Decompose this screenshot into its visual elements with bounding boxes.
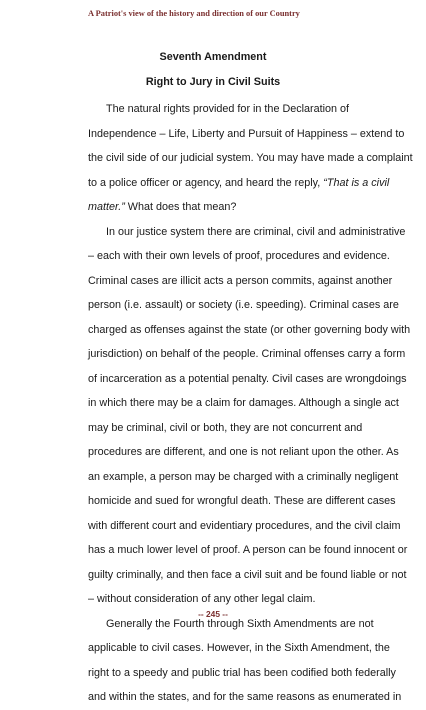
body-line-text: may be criminal, civil or both, they are not concurrent and — [88, 421, 363, 434]
body-line-text: The natural rights provided for in the Declaration of — [106, 103, 350, 115]
section-subtitle: Right to Jury in Civil Suits — [145, 76, 281, 88]
body-line — [88, 342, 406, 367]
body-line-text: the civil side of our judicial system. You may have made a complaint — [88, 152, 413, 164]
body-line — [88, 122, 405, 147]
body-line-text: Criminal cases are illicit acts a person commits, against another — [88, 274, 393, 287]
body-line-text: an example, a person may be charged with a criminally negligent — [88, 470, 399, 483]
body-line — [88, 416, 388, 441]
body-line-text: In our justice system there are criminal, civil and administrative — [106, 225, 406, 238]
body-line — [88, 514, 401, 539]
body-line — [88, 195, 388, 220]
body-line — [88, 685, 402, 710]
body-line — [88, 538, 408, 563]
body-line — [88, 318, 411, 343]
body-line-text: has a much lower level of proof. A person can be found innocent or — [88, 544, 408, 556]
body-line-text: Independence – Life, Liberty and Pursuit of Happiness – extend to — [88, 127, 405, 140]
body-line-text: right to a speedy and public trial has been codified both federally — [88, 666, 396, 679]
body-line — [88, 293, 399, 318]
body-line-text: charged as offenses against the state (or other governing body with — [88, 323, 411, 336]
body-line-text: applicable to civil cases. However, in the Sixth Amendment, the — [88, 642, 390, 654]
body-line — [88, 489, 396, 514]
body-line-text: to a police officer or agency, and heard the reply, — [88, 176, 324, 189]
body-line — [88, 97, 388, 122]
running-header: A Patriot's view of the history and direction of our Country — [88, 9, 300, 18]
body-line-text: What does that mean? — [124, 201, 237, 213]
body-line-text: person (i.e. assault) or society (i.e. speeding). Criminal cases are — [88, 299, 399, 311]
body-line-text: jurisdiction) on behalf of the people. Criminal offenses carry a form — [88, 348, 406, 360]
section-title: Seventh Amendment — [159, 51, 267, 63]
page-number: -- 245 -- — [198, 609, 228, 619]
body-line-text: with different court and evidentiary procedures, and the civil claim — [88, 519, 401, 532]
body-line-text: homicide and sued for wrongful death. These are different cases — [88, 495, 396, 507]
body-line-text: and within the states, and for the same reasons as enumerated in — [88, 691, 402, 703]
body-line — [88, 171, 388, 196]
quoted-reply: “That is a civil — [323, 176, 390, 189]
body-line — [88, 367, 407, 392]
body-line — [88, 440, 399, 465]
body-line — [88, 587, 388, 612]
body-line-text: procedures are different, and one is not reliant upon the other. As — [88, 446, 399, 458]
body-line — [88, 269, 393, 294]
body-line — [88, 563, 407, 588]
body-line — [88, 391, 399, 416]
quoted-reply: matter.” — [88, 201, 125, 213]
body-line-text: of incarceration as a potential penalty. Civil cases are wrongdoings — [88, 372, 407, 385]
body-line — [88, 220, 406, 245]
body-line-text: – without consideration of any other legal claim. — [88, 593, 316, 605]
body-line-text: Generally the Fourth through Sixth Amendments are not — [106, 617, 374, 630]
body-line — [88, 146, 413, 171]
body-line — [88, 465, 399, 490]
body-line — [88, 661, 396, 686]
body-line-text: – each with their own levels of proof, procedures and evidence. — [88, 250, 390, 262]
body-line — [88, 244, 388, 269]
body-line-text: in which there may be a claim for damages. Although a single act — [88, 397, 399, 409]
body-line-text: guilty criminally, and then face a civil suit and be found liable or not — [88, 568, 407, 581]
